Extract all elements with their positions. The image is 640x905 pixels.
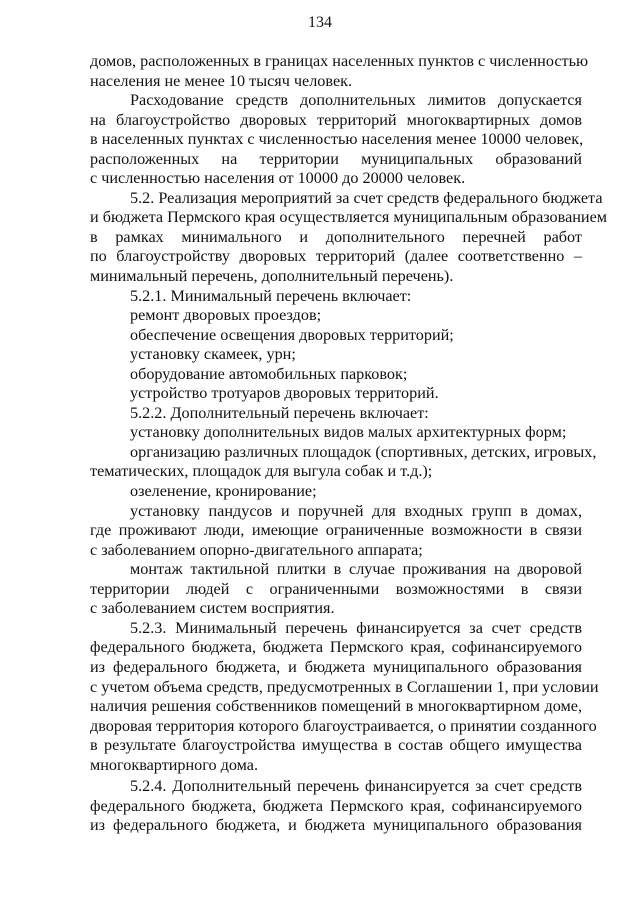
text-line: в результате благоустройства имущества в состав общего имущества — [90, 736, 582, 755]
text-line: оборудование автомобильных парковок; — [130, 364, 408, 383]
text-line: в населенных пунктах с численностью населения менее 10000 человек, — [90, 130, 584, 149]
text-line: с численностью населения от 10000 до 20000 человек. — [90, 169, 466, 188]
text-line: установку пандусов и поручней для входных групп в домах, — [130, 501, 582, 520]
paragraph-5-2-1 — [90, 287, 582, 307]
list-item-min-1 — [90, 306, 582, 326]
text-line: с заболеванием систем восприятия. — [90, 599, 335, 618]
text-line: устройство тротуаров дворовых территорий. — [130, 384, 439, 403]
text-line: многоквартирного дома. — [90, 755, 259, 774]
text-line: тематических, площадок для выгула собак и т.д.); — [90, 462, 433, 481]
document-body — [90, 52, 608, 836]
paragraph-5-2 — [90, 188, 608, 287]
paragraph-5-2-2 — [90, 404, 582, 424]
list-item-add-5 — [90, 560, 582, 619]
list-item-min-4 — [90, 365, 582, 385]
text-line: наличия решения собственников помещений в многоквартирном доме, — [90, 697, 582, 716]
text-line: с учетом объема средств, предусмотренных в Соглашении 1, при условии — [90, 677, 599, 696]
text-line: по благоустройству дворовых территорий (далее соответственно – — [90, 247, 582, 266]
list-item-min-3 — [90, 345, 582, 365]
list-item-add-2 — [90, 442, 597, 482]
text-line: дворовая территория которого благоустраивается, о принятии созданного — [90, 716, 597, 735]
text-line: территории людей с ограниченными возможностями в связи — [90, 579, 582, 598]
list-item-add-1 — [90, 423, 582, 443]
text-line: федерального бюджета, бюджета Пермского края, софинансируемого — [90, 796, 582, 815]
text-line: обеспечение освещения дворовых территорий; — [130, 325, 454, 344]
text-line: из федерального бюджета, и бюджета муниципального образования — [90, 657, 582, 676]
text-line: ремонт дворовых проездов; — [130, 306, 322, 325]
text-line: 5.2.1. Минимальный перечень включает: — [130, 286, 412, 305]
text-line: в рамках минимального и дополнительного перечней работ — [90, 227, 582, 246]
text-line: установку скамеек, урн; — [130, 345, 296, 364]
text-line: минимальный перечень, дополнительный перечень). — [90, 267, 454, 286]
paragraph-additional-limits — [90, 91, 582, 189]
text-line: населения не менее 10 тысяч человек. — [90, 71, 353, 90]
text-line: из федерального бюджета, и бюджета муниципального образования — [90, 816, 582, 835]
list-item-min-2 — [90, 326, 582, 346]
list-item-add-3 — [90, 482, 582, 502]
text-line: на благоустройство дворовых территорий многоквартирных домов — [90, 110, 582, 129]
text-line: где проживают люди, имеющие ограниченные возможности в связи — [90, 521, 582, 540]
list-item-min-5 — [90, 384, 582, 404]
text-line: организацию различных площадок (спортивных, детских, игровых, — [130, 442, 597, 461]
list-item-add-4 — [90, 502, 582, 561]
paragraph-continued-municipalities — [90, 52, 589, 91]
page-number: 134 — [308, 14, 332, 31]
text-line: 5.2.3. Минимальный перечень финансируется за счет средств — [130, 618, 582, 637]
text-line: 5.2.4. Дополнительный перечень финансируется за счет средств — [130, 777, 582, 796]
text-line: монтаж тактильной плитки в случае проживания на дворовой — [130, 560, 582, 579]
text-line: озеленение, кронирование; — [130, 482, 317, 501]
paragraph-5-2-3 — [90, 618, 599, 775]
text-line: 5.2.2. Дополнительный перечень включает: — [130, 403, 429, 422]
text-line: федерального бюджета, бюджета Пермского края, софинансируемого — [90, 638, 582, 657]
text-line: установку дополнительных видов малых архитектурных форм; — [130, 423, 567, 442]
text-line: расположенных на территории муниципальных образований — [90, 149, 582, 168]
text-line: и бюджета Пермского края осуществляется муниципальным образованием — [90, 208, 608, 227]
paragraph-5-2-4 — [90, 777, 582, 836]
text-line: с заболеванием опорно-двигательного аппарата; — [90, 540, 423, 559]
text-line: Расходование средств дополнительных лимитов допускается — [130, 91, 582, 110]
text-line: 5.2. Реализация мероприятий за счет средств федерального бюджета — [130, 188, 603, 207]
text-line: домов, расположенных в границах населенных пунктов с численностью — [90, 52, 589, 70]
